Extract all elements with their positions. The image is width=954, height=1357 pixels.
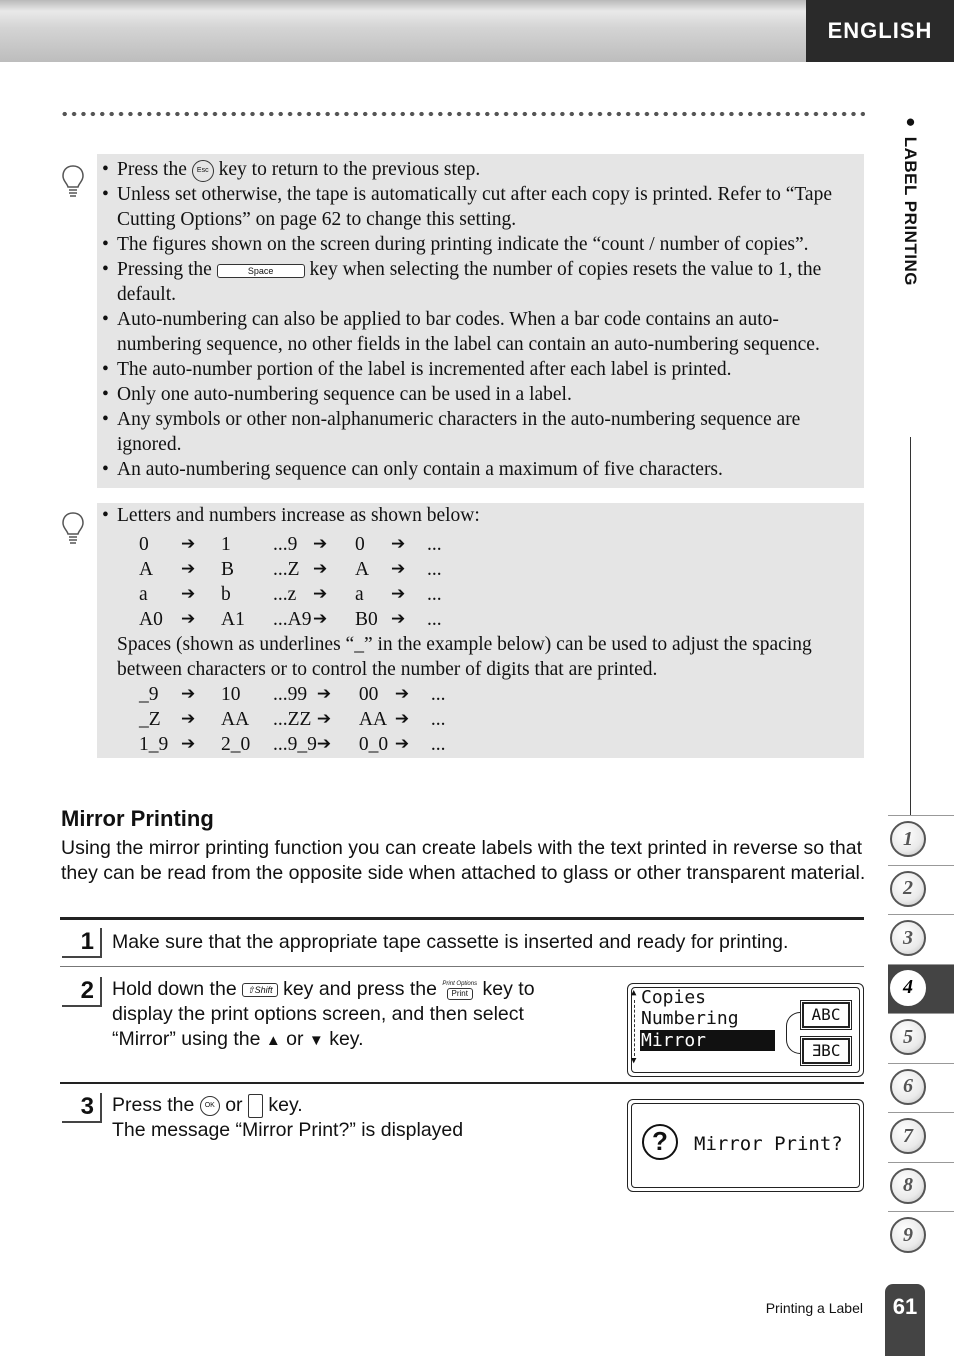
chapter-number: 9 xyxy=(890,1217,926,1253)
note-item: • An auto-numbering sequence can only contain a maximum of five characters. xyxy=(117,457,858,482)
sequence-value: 1_9 xyxy=(139,734,169,755)
arrow-icon: ➔ xyxy=(316,734,332,754)
mirror-print-screen xyxy=(627,1099,864,1192)
sequence-row xyxy=(139,582,457,607)
step-number: 1 xyxy=(62,928,102,958)
note-item: • The figures shown on the screen during printing indicate the “count / number of copies”. xyxy=(117,232,858,257)
print-key-icon: Print Options Print xyxy=(442,980,478,998)
scroll-up-icon: ▲ xyxy=(631,988,637,998)
mirror-print-icon: ƎBC xyxy=(802,1038,850,1064)
sequence-row xyxy=(139,532,457,557)
sequence-value: _9 xyxy=(139,684,159,705)
chapter-number: 6 xyxy=(890,1069,926,1105)
chapter-number: 2 xyxy=(890,871,926,907)
chapter-tab-5[interactable] xyxy=(888,1013,954,1062)
note-item: • Letters and numbers increase as shown below: xyxy=(117,503,858,528)
sequence-value: ...Z xyxy=(273,559,300,580)
note-item: • Pressing the Space key when selecting the number of copies resets the value to 1, the default. xyxy=(117,257,858,307)
arrow-icon: ➔ xyxy=(316,709,332,729)
arrow-icon: ➔ xyxy=(313,584,328,604)
sequence-value: A xyxy=(355,559,370,580)
arrow-icon: ➔ xyxy=(181,734,196,754)
sequence-value: 10 xyxy=(221,684,241,705)
sequence-row xyxy=(139,732,461,757)
sequence-value: ...z xyxy=(273,584,297,605)
lightbulb-icon xyxy=(61,511,85,547)
arrow-icon: ➔ xyxy=(394,684,410,704)
chapter-number: 3 xyxy=(890,920,926,956)
sequence-value: ... xyxy=(427,534,442,555)
sequence-value: 0_0 xyxy=(358,734,389,755)
menu-item-numbering: Numbering xyxy=(641,1008,739,1029)
sequence-value: ... xyxy=(427,609,442,630)
footer-section: Printing a Label xyxy=(765,1300,863,1316)
arrow-icon: ➔ xyxy=(391,609,406,629)
sequence-value: ... xyxy=(430,734,446,755)
arrow-icon: ➔ xyxy=(181,559,196,579)
arrow-icon: ➔ xyxy=(313,609,328,629)
step-divider xyxy=(60,1082,864,1084)
sequence-value: _Z xyxy=(139,709,161,730)
step-divider xyxy=(60,917,864,920)
chapter-tab-8[interactable] xyxy=(888,1162,954,1211)
sequence-value: ... xyxy=(427,584,442,605)
side-rule xyxy=(910,437,911,815)
lightbulb-icon xyxy=(61,164,85,200)
arrow-icon: ➔ xyxy=(313,534,328,554)
arrow-icon: ➔ xyxy=(181,709,196,729)
sequence-table xyxy=(139,532,457,632)
sequence-value: B0 xyxy=(355,609,378,630)
chapter-number: 7 xyxy=(890,1118,926,1154)
chapter-number: 8 xyxy=(890,1168,926,1204)
sequence-value: a xyxy=(355,584,364,605)
sequence-value: ... xyxy=(430,684,446,705)
sequence-value: ...99 xyxy=(273,684,308,705)
chapter-tab-3[interactable] xyxy=(888,914,954,963)
chapter-number: 4 xyxy=(890,970,926,1006)
normal-print-icon: ABC xyxy=(802,1002,850,1028)
sequence-value: 2_0 xyxy=(221,734,251,755)
sequence-value: 0 xyxy=(355,534,365,555)
sequence-value: AA xyxy=(221,709,250,730)
sequence-row xyxy=(139,607,457,632)
sequence-value: ...9_9 xyxy=(273,734,317,755)
sequence-row xyxy=(139,682,461,707)
down-arrow-icon: ▼ xyxy=(308,1032,324,1049)
question-icon: ? xyxy=(642,1124,678,1160)
note-item: • The auto-number portion of the label is incremented after each label is printed. xyxy=(117,357,858,382)
chapter-tab-7[interactable] xyxy=(888,1112,954,1161)
enter-key-icon xyxy=(248,1094,263,1118)
sequence-value: A1 xyxy=(221,609,245,630)
step-text: Hold down the ⇧Shift key and press the Print Options Print key to display the print options screen, and then select “Mirror” using the ▲ or ▼ key. xyxy=(112,978,535,1050)
arrow-icon: ➔ xyxy=(391,584,406,604)
sequence-value: A xyxy=(139,559,154,580)
sequence-value: ...A9 xyxy=(273,609,312,630)
arrow-icon: ➔ xyxy=(181,684,196,704)
chapter-tab-6[interactable] xyxy=(888,1063,954,1112)
note-box-2 xyxy=(97,503,864,758)
arrow-icon: ➔ xyxy=(316,684,332,704)
step-number: 3 xyxy=(62,1093,102,1123)
arrow-icon: ➔ xyxy=(313,559,328,579)
space-key-icon: Space xyxy=(217,264,305,278)
arrow-icon: ➔ xyxy=(391,534,406,554)
note-item: • Only one auto-numbering sequence can be used in a label. xyxy=(117,382,858,407)
chapter-tab-4[interactable] xyxy=(888,964,954,1013)
dotted-divider xyxy=(60,111,865,117)
section-intro: Using the mirror printing function you can create labels with the text printed in reverse so that they can be read from the opposite side when attached to glass or other transparent material. xyxy=(61,837,866,884)
ok-key-icon: OK xyxy=(200,1096,220,1116)
scroll-down-icon: ▼ xyxy=(631,1056,637,1066)
page-number: 61 xyxy=(885,1284,925,1356)
language-tab: ENGLISH xyxy=(806,0,954,62)
up-arrow-icon: ▲ xyxy=(265,1032,281,1049)
note-item: • Press the Esc key to return to the previous step. xyxy=(117,157,858,182)
sequence-row xyxy=(139,557,457,582)
note-box-1 xyxy=(97,154,864,488)
sequence-value: ... xyxy=(427,559,442,580)
note-item: • Any symbols or other non-alphanumeric characters in the auto-numbering sequence are ignored. xyxy=(117,407,858,457)
sequence-value: 0 xyxy=(139,534,149,555)
step-divider xyxy=(60,966,864,967)
sequence-value: ...ZZ xyxy=(273,709,312,730)
sequence-value: AA xyxy=(358,709,388,730)
arrow-icon: ➔ xyxy=(394,734,410,754)
step-text: Press the OK or key. The message “Mirror Print?” is displayed xyxy=(112,1094,464,1141)
chapter-tab-9[interactable] xyxy=(888,1211,954,1260)
sequence-value: a xyxy=(139,584,148,605)
section-title: Mirror Printing xyxy=(61,806,214,831)
arrow-icon: ➔ xyxy=(181,609,196,629)
menu-item-mirror: Mirror xyxy=(640,1030,775,1051)
sequence-value: ...9 xyxy=(273,534,298,555)
note-item: • Auto-numbering can also be applied to bar codes. When a bar code contains an auto-numbering sequence, no other fields in the label can contain an auto-numbering sequence. xyxy=(117,307,858,357)
note-item: • Unless set otherwise, the tape is automatically cut after each copy is printed. Refer to “Tape Cutting Options” on page 62 to change this setting. xyxy=(117,182,858,232)
sequence-table xyxy=(139,682,461,757)
sequence-value: ... xyxy=(430,709,446,730)
sequence-value: 1 xyxy=(221,534,231,555)
sequence-value: 00 xyxy=(358,684,379,705)
chapter-tab-1[interactable] xyxy=(888,815,954,864)
step-number: 2 xyxy=(62,977,102,1007)
sequence-value: B xyxy=(221,559,235,580)
arrow-icon: ➔ xyxy=(394,709,410,729)
arrow-icon: ➔ xyxy=(391,559,406,579)
shift-key-icon: ⇧Shift xyxy=(242,983,278,997)
step-text: Make sure that the appropriate tape cassette is inserted and ready for printing. xyxy=(112,931,789,953)
arrow-icon: ➔ xyxy=(181,584,196,604)
sequence-value: A0 xyxy=(139,609,163,630)
section-side-label: ● LABEL PRINTING xyxy=(901,112,920,287)
sequence-row xyxy=(139,707,461,732)
esc-key-icon: Esc xyxy=(192,160,214,182)
chapter-number: 5 xyxy=(890,1019,926,1055)
sequence-value: b xyxy=(221,584,231,605)
print-options-screen xyxy=(627,983,864,1077)
menu-item-copies: Copies xyxy=(641,987,707,1008)
chapter-tab-2[interactable] xyxy=(888,865,954,914)
header-bar xyxy=(0,0,806,62)
arrow-icon: ➔ xyxy=(181,534,196,554)
mirror-print-message: Mirror Print? xyxy=(694,1133,843,1155)
spaces-note: Spaces (shown as underlines “_” in the example below) can be used to adjust the spacing between characters or to control the number of digits that are printed. xyxy=(117,634,812,680)
chapter-number: 1 xyxy=(890,821,926,857)
